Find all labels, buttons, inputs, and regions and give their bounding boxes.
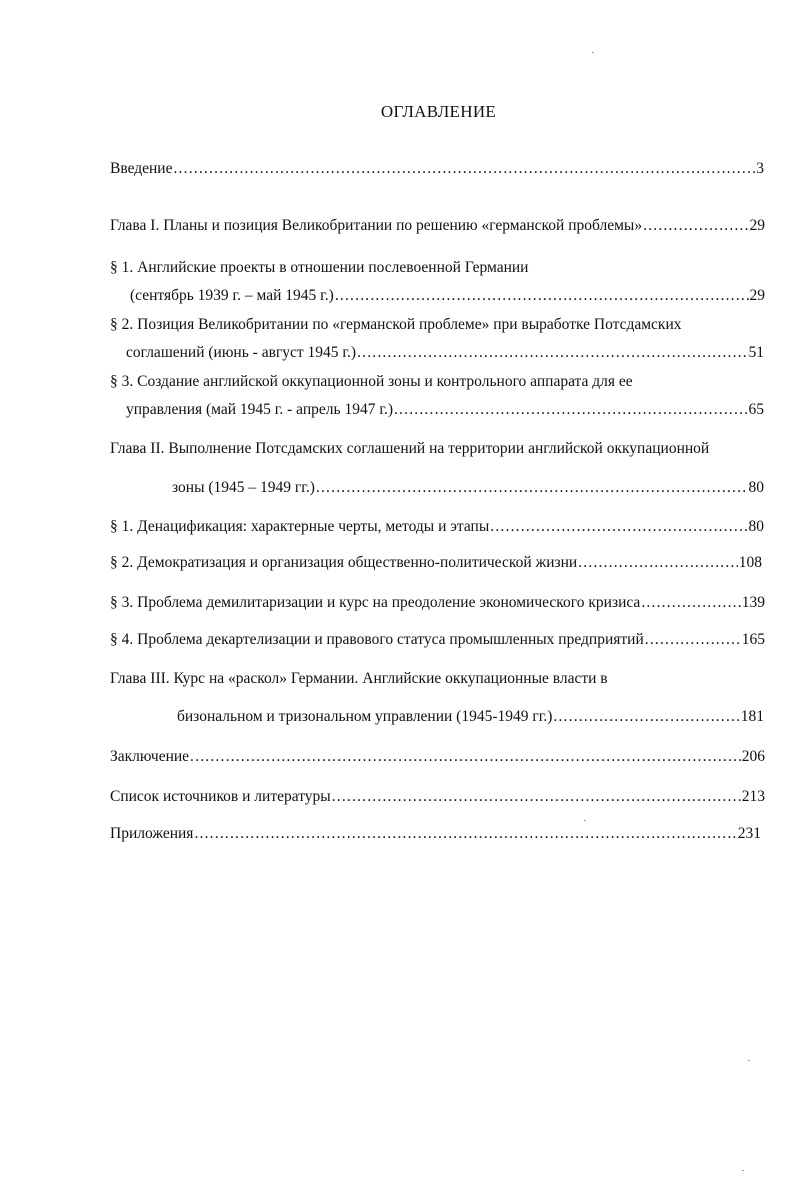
toc-leader-dots — [194, 823, 736, 845]
toc-entry-ch1-s2 — [126, 342, 764, 364]
toc-page-number: 206 — [741, 748, 765, 765]
toc-entry-ch1-s1-line1: § 1. Английские проекты в отношении послевоенной Германии — [110, 259, 529, 276]
scan-speck — [584, 820, 586, 821]
toc-entry-title: § 1. Денацификация: характерные черты, методы и этапы — [110, 518, 490, 535]
toc-leader-dots — [394, 399, 748, 421]
toc-entry-title: управления (май 1945 г. - апрель 1947 г.) — [126, 401, 393, 418]
toc-leader-dots — [335, 285, 749, 307]
toc-heading: ОГЛАВЛЕНИЕ — [380, 102, 497, 121]
toc-leader-dots — [332, 786, 741, 808]
scan-speck — [592, 52, 594, 53]
scan-speck — [742, 1170, 744, 1171]
toc-page-number: 80 — [748, 518, 764, 535]
toc-entry-ch2-s4 — [110, 629, 765, 651]
toc-page-number: 139 — [741, 594, 765, 611]
toc-page-number: 51 — [748, 344, 764, 361]
toc-leader-dots — [190, 746, 741, 768]
toc-entry-ch2-s3 — [110, 592, 765, 614]
toc-leader-dots — [641, 592, 740, 614]
toc-entry-intro — [110, 158, 764, 180]
toc-leader-dots — [357, 342, 747, 364]
scan-speck — [748, 1060, 750, 1061]
toc-entry-ch1-s3-line1: § 3. Создание английской оккупационной зоны и контрольного аппарата для ее — [110, 373, 633, 390]
toc-entry-title: § 4. Проблема декартелизации и правового статуса промышленных предприятий — [110, 631, 644, 648]
toc-entry-title: § 3. Проблема демилитаризации и курс на преодоление экономического кризиса — [110, 594, 641, 611]
toc-leader-dots — [578, 552, 738, 574]
toc-entry-ch1-s3 — [126, 399, 764, 421]
toc-page-number: 3 — [756, 160, 764, 177]
toc-entry-chapter-2-line1: Глава II. Выполнение Потсдамских соглашений на территории английской оккупационной — [110, 440, 710, 457]
toc-entry-chapter-3 — [177, 706, 764, 728]
toc-entry-ch1-s1 — [130, 285, 765, 307]
toc-entry-chapter-3-line1: Глава III. Курс на «раскол» Германии. Английские оккупационные власти в — [110, 670, 608, 687]
toc-leader-dots — [173, 158, 755, 180]
toc-page-number: 108 — [738, 554, 762, 571]
toc-page-number: 65 — [748, 401, 764, 418]
toc-entry-title: Список источников и литературы — [110, 788, 331, 805]
toc-page-number: 165 — [741, 631, 765, 648]
toc-entry-title: Заключение — [110, 748, 190, 765]
toc-leader-dots — [316, 477, 748, 499]
toc-entry-sources — [110, 786, 765, 808]
toc-page-number: 29 — [749, 217, 765, 234]
toc-entry-ch2-s1 — [110, 516, 764, 538]
toc-entry-chapter-1 — [110, 215, 765, 237]
toc-page-number: 80 — [748, 479, 764, 496]
toc-page-number: 213 — [741, 788, 765, 805]
toc-leader-dots — [645, 629, 741, 651]
toc-entry-ch2-s2 — [110, 552, 762, 574]
toc-entry-title: Введение — [110, 160, 173, 177]
toc-entry-appendix — [110, 823, 761, 845]
toc-entry-title: бизональном и тризональном управлении (1945-1949 гг.) — [177, 708, 553, 725]
toc-entry-title: (сентябрь 1939 г. – май 1945 г.) — [130, 287, 334, 304]
toc-entry-title: зоны (1945 – 1949 гг.) — [172, 479, 315, 496]
toc-entry-title: § 2. Демократизация и организация общественно-политической жизни — [110, 554, 578, 571]
toc-entry-conclusion — [110, 746, 765, 768]
toc-entry-chapter-2 — [172, 477, 764, 499]
toc-leader-dots — [643, 215, 748, 237]
toc-page-number: 181 — [740, 708, 764, 725]
toc-entry-ch1-s2-line1: § 2. Позиция Великобритании по «германской проблеме» при выработке Потсдамских — [110, 316, 682, 333]
toc-page-number: 231 — [737, 825, 761, 842]
toc-entry-title: Глава I. Планы и позиция Великобритании по решению «германской проблемы» — [110, 217, 643, 234]
toc-entry-title: Приложения — [110, 825, 194, 842]
toc-leader-dots — [490, 516, 747, 538]
toc-entry-title: соглашений (июнь - август 1945 г.) — [126, 344, 357, 361]
toc-leader-dots — [553, 706, 739, 728]
toc-page-number: 29 — [749, 287, 765, 304]
